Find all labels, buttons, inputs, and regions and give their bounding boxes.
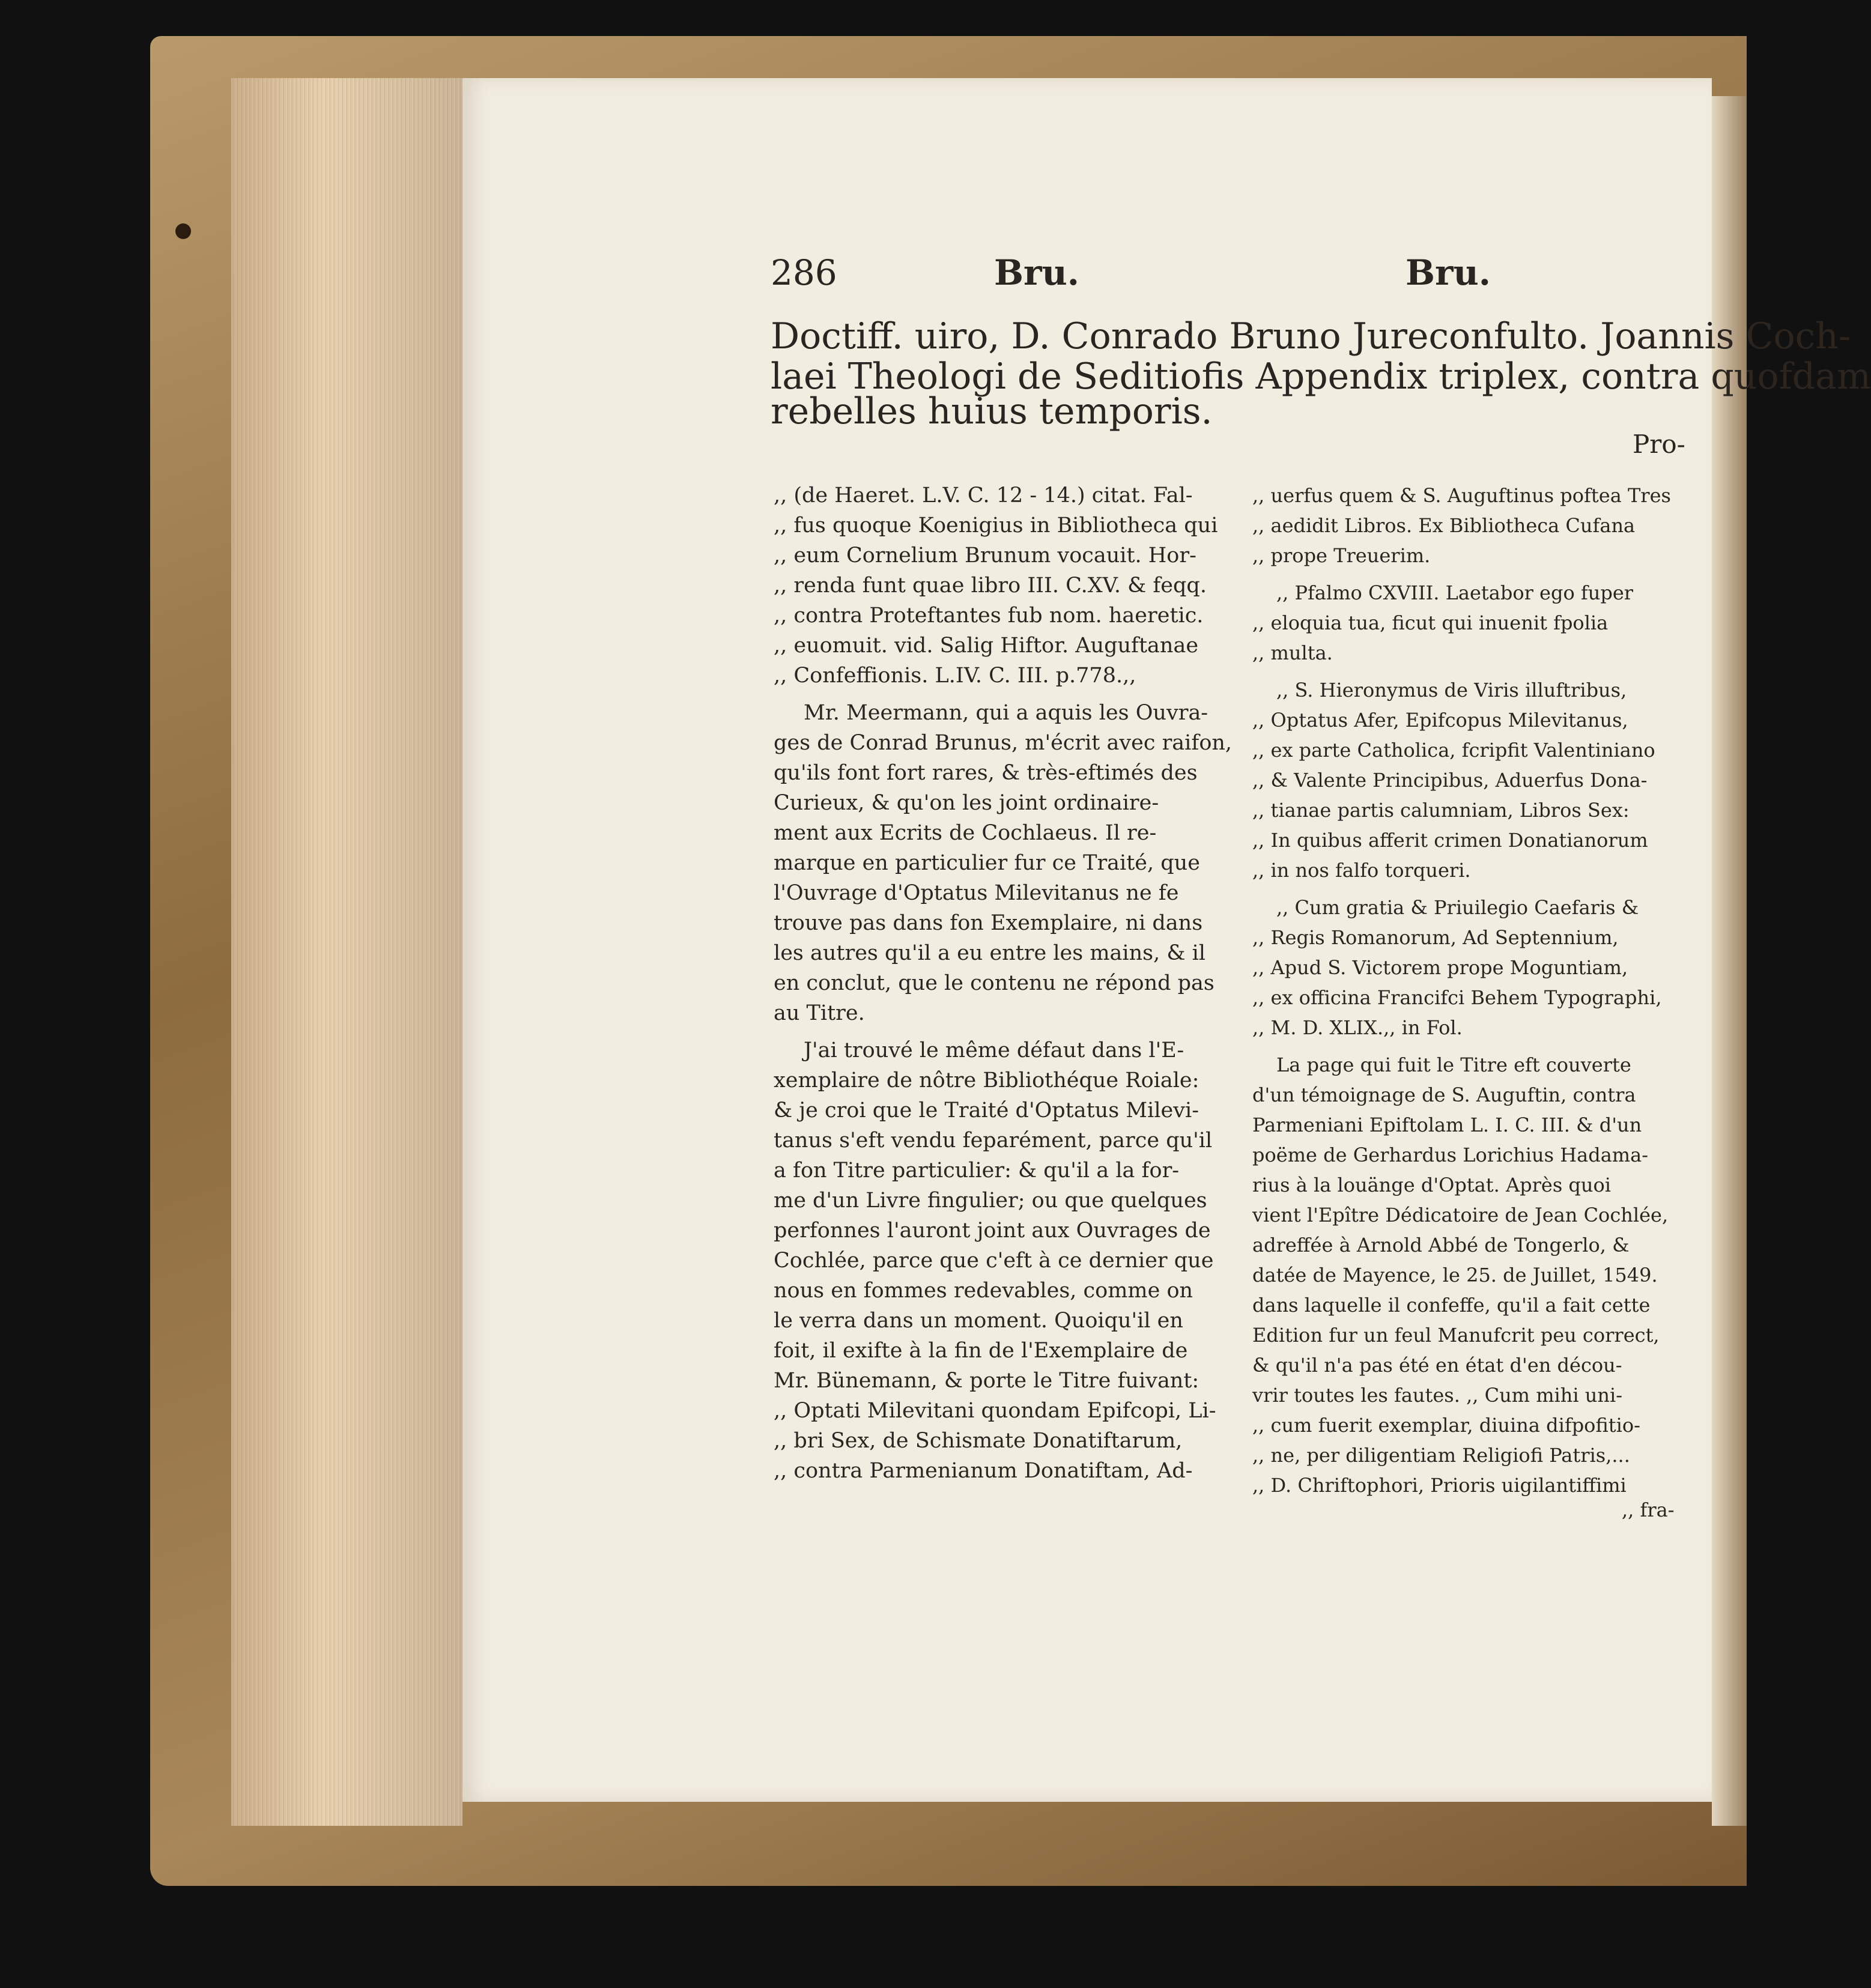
page-edges: [231, 78, 462, 1826]
left-line: ,, Optati Milevitani quondam Epifcopi, Li-: [774, 1399, 1216, 1423]
right-line: ,, multa.: [1252, 641, 1333, 664]
page-number: 286: [771, 252, 837, 293]
running-head-left: Bru.: [994, 252, 1079, 293]
left-line: au Titre.: [774, 1001, 865, 1025]
title-line-1: Doctiff. uiro, D. Conrado Bruno Jureconfulto. Joannis Coch-: [771, 315, 1851, 357]
left-line: le verra dans un moment. Quoiqu'il en: [774, 1309, 1183, 1333]
left-line: les autres qu'il a eu entre les mains, & il: [774, 941, 1206, 965]
right-column: [1252, 480, 1685, 1500]
left-line: nous en fommes redevables, comme on: [774, 1279, 1193, 1303]
right-line: ,, M. D. XLIX.,, in Fol.: [1252, 1016, 1463, 1039]
right-line: ,, S. Hieronymus de Viris illuftribus,: [1276, 679, 1627, 702]
right-line: datée de Mayence, le 25. de Juillet, 1549.: [1252, 1264, 1658, 1286]
left-line: xemplaire de nôtre Bibliothéque Roiale:: [774, 1068, 1199, 1092]
left-column: [774, 480, 1233, 1486]
right-line: ,, aedidit Libros. Ex Bibliotheca Cufana: [1252, 514, 1636, 537]
right-line: ,, prope Treuerim.: [1252, 544, 1431, 567]
left-line: ,, fus quoque Koenigius in Bibliotheca qui: [774, 514, 1218, 538]
left-line: ges de Conrad Brunus, m'écrit avec raifon,: [774, 731, 1233, 755]
right-line: vrir toutes les fautes. ,, Cum mihi uni-: [1252, 1384, 1623, 1407]
left-line: Cochlée, parce que c'eft à ce dernier que: [774, 1249, 1214, 1273]
right-line: ,, in nos falfo torqueri.: [1252, 859, 1471, 882]
right-line: Edition fur un feul Manufcrit peu correct,: [1252, 1324, 1660, 1347]
left-line: ,, (de Haeret. L.V. C. 12 - 14.) citat. Fal-: [774, 483, 1193, 508]
left-line: foit, il exifte à la fin de l'Exemplaire de: [774, 1339, 1188, 1363]
right-line: ,, Cum gratia & Priuilegio Caefaris &: [1276, 896, 1639, 919]
right-line: ,, tianae partis calumniam, Libros Sex:: [1252, 799, 1630, 822]
left-line: ,, Confeffionis. L.IV. C. III. p.778.,,: [774, 664, 1136, 688]
left-line: ,, eum Cornelium Brunum vocauit. Hor-: [774, 544, 1196, 568]
left-line: ,, contra Proteftantes fub nom. haeretic.: [774, 604, 1204, 628]
right-line: ,, Apud S. Victorem prope Moguntiam,: [1252, 956, 1628, 979]
left-line: l'Ouvrage d'Optatus Milevitanus ne fe: [774, 881, 1179, 905]
right-line: ,, D. Chriftophori, Prioris uigilantiffimi: [1252, 1474, 1627, 1497]
left-line: en conclut, que le contenu ne répond pas: [774, 971, 1214, 995]
right-line: ,, ne, per diligentiam Religiofi Patris,...: [1252, 1444, 1630, 1467]
right-line: ,, eloquia tua, ficut qui inuenit fpolia: [1252, 611, 1609, 634]
right-line: ,, ex officina Francifci Behem Typographi,: [1252, 986, 1662, 1009]
left-line: trouve pas dans fon Exemplaire, ni dans: [774, 911, 1203, 935]
right-line: ,, ex parte Catholica, fcripfit Valentiniano: [1252, 739, 1655, 762]
right-line: Parmeniani Epiftolam L. I. C. III. & d'un: [1252, 1114, 1642, 1136]
binding-mark: [175, 223, 191, 239]
title-line-2: laei Theologi de Seditiofis Appendix triplex, contra quofdam: [771, 356, 1871, 398]
running-head-right: Bru.: [1406, 252, 1491, 293]
left-line: perfonnes l'auront joint aux Ouvrages de: [774, 1219, 1211, 1243]
left-line: tanus s'eft vendu feparément, parce qu'il: [774, 1129, 1213, 1153]
left-line: qu'ils font fort rares, & très-eftimés des: [774, 761, 1198, 785]
right-line: ,, Optatus Afer, Epifcopus Milevitanus,: [1252, 709, 1628, 732]
right-line: ,, & Valente Principibus, Aduerfus Dona-: [1252, 769, 1648, 792]
left-line: J'ai trouvé le même défaut dans l'E-: [804, 1038, 1184, 1062]
left-line: ,, contra Parmenianum Donatiftam, Ad-: [774, 1459, 1193, 1483]
right-line: & qu'il n'a pas été en état d'en décou-: [1252, 1354, 1622, 1377]
left-line: & je croi que le Traité d'Optatus Milevi-: [774, 1099, 1199, 1123]
right-line: d'un témoignage de S. Auguftin, contra: [1252, 1083, 1636, 1106]
right-line: poëme de Gerhardus Lorichius Hadama-: [1252, 1144, 1648, 1166]
left-line: marque en particulier fur ce Traité, que: [774, 851, 1200, 875]
left-line: a fon Titre particulier: & qu'il a la for-: [774, 1159, 1180, 1183]
left-line: Mr. Meermann, qui a aquis les Ouvra-: [804, 701, 1208, 725]
left-line: ,, renda funt quae libro III. C.XV. & feqq.: [774, 574, 1207, 598]
title-line-3: rebelles huius temporis.: [771, 390, 1213, 432]
left-line: me d'un Livre fingulier; ou que quelques: [774, 1189, 1207, 1213]
left-line: Curieux, & qu'on les joint ordinaire-: [774, 791, 1159, 815]
left-line: ,, bri Sex, de Schismate Donatiftarum,: [774, 1429, 1183, 1453]
right-line: La page qui fuit le Titre eft couverte: [1276, 1053, 1631, 1076]
right-line: ,, In quibus afferit crimen Donatianorum: [1252, 829, 1648, 852]
catchword-top: Pro-: [1633, 429, 1685, 459]
right-line: ,, Pfalmo CXVIII. Laetabor ego fuper: [1276, 581, 1634, 604]
right-line: ,, uerfus quem & S. Auguftinus poftea Tres: [1252, 484, 1671, 507]
catchword-bottom: ,, fra-: [1622, 1499, 1675, 1521]
right-line: ,, Regis Romanorum, Ad Septennium,: [1252, 926, 1619, 949]
right-line: rius à la louänge d'Optat. Après quoi: [1252, 1174, 1612, 1196]
right-line: ,, cum fuerit exemplar, diuina difpofitio-: [1252, 1414, 1640, 1437]
left-line: ment aux Ecrits de Cochlaeus. Il re-: [774, 821, 1157, 845]
left-line: Mr. Bünemann, & porte le Titre fuivant:: [774, 1369, 1199, 1393]
left-line: ,, euomuit. vid. Salig Hiftor. Auguftanae: [774, 634, 1199, 658]
right-line: dans laquelle il confeffe, qu'il a fait cette: [1252, 1294, 1651, 1317]
right-line: adreffée à Arnold Abbé de Tongerlo, &: [1252, 1234, 1630, 1256]
right-line: vient l'Epître Dédicatoire de Jean Cochlée,: [1252, 1204, 1669, 1226]
